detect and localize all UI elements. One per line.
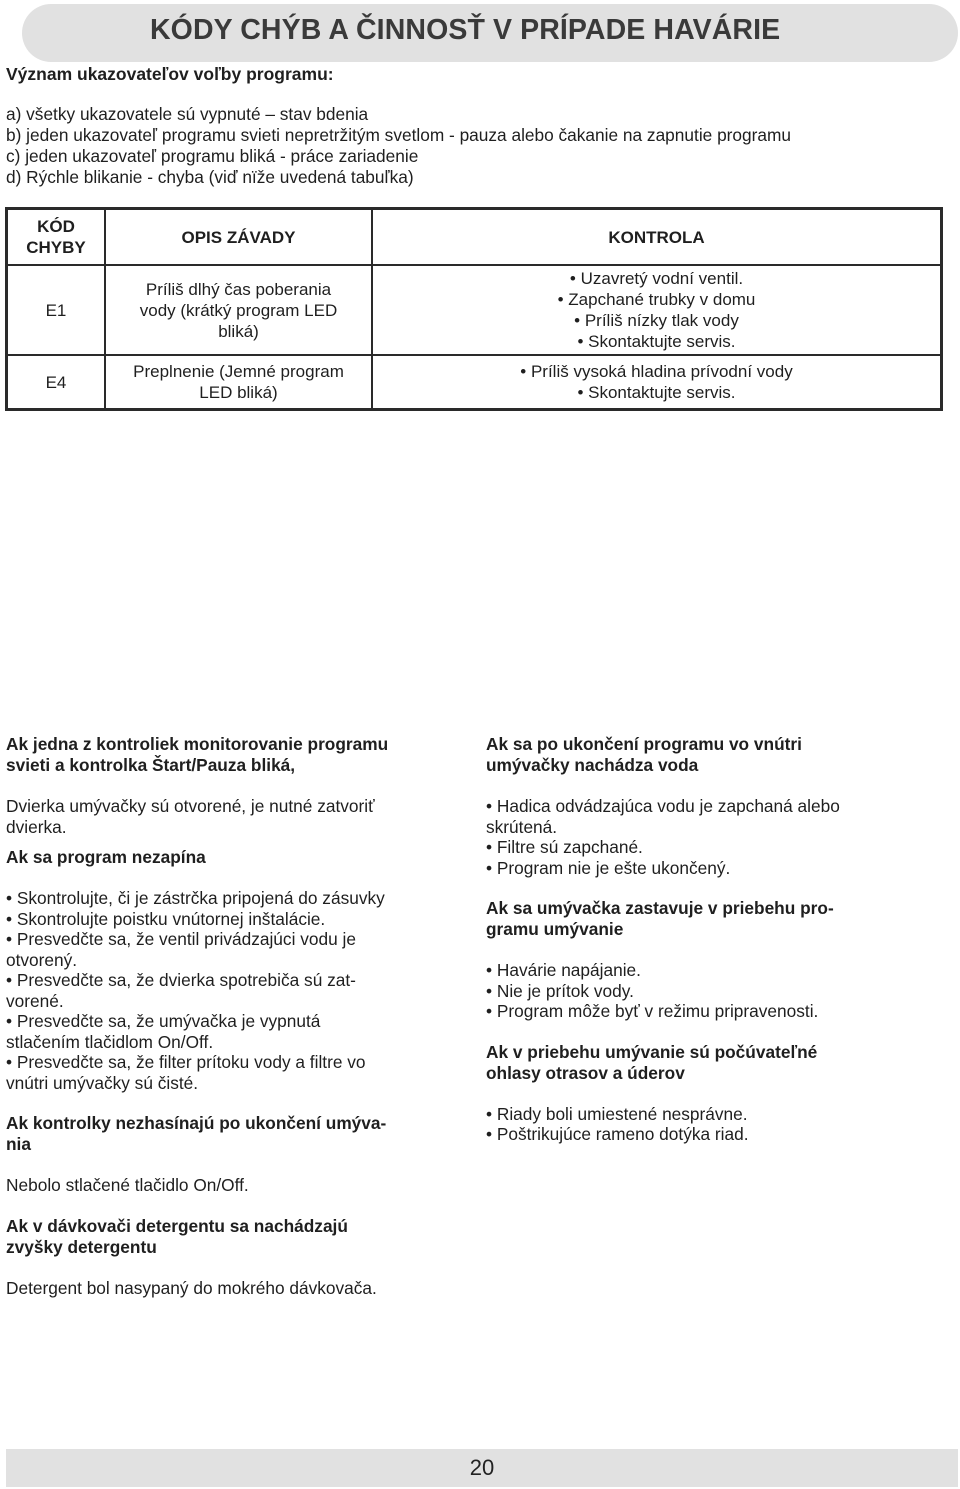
table-header-row [7,209,942,266]
list-item: • Poštrikujúce rameno dotýka riad. [486,1124,749,1144]
intro-line: a) všetky ukazovatele sú vypnuté – stav bdenia [6,104,369,124]
error-code-table [5,207,943,411]
error-check [372,355,942,410]
check-line: • Príliš nízky tlak vody [574,311,739,330]
heading-line: ohlasy otrasov a úderov [486,1062,685,1083]
check-line: • Uzavretý vodní ventil. [569,269,744,288]
right-column [486,734,926,1145]
spacer [6,1093,466,1113]
check-line: • Skontaktujte servis. [577,332,736,351]
intro-line: b) jeden ukazovateľ programu svieti nepretržitým svetlom - pauza alebo čakanie na zapnutie programu [6,125,792,145]
heading-line: Ak sa umývačka zastavuje v priebehu pro- [486,898,834,918]
desc-line: vody (krátký program LED [139,300,338,320]
section-text: Detergent bol nasypaný do mokrého dávkovača. [6,1277,377,1298]
heading-line: Ak v priebehu umývanie sú počúvateľné [486,1041,818,1062]
error-description [105,355,372,410]
section-heading [6,1113,466,1155]
table-row [7,265,942,355]
error-check [372,265,942,355]
intro-line: d) Rýchle blikanie - chyba (viď nïže uvedená tabuľka) [6,167,414,187]
intro-title: Význam ukazovateľov voľby programu: [6,64,334,84]
spacer [6,837,466,847]
spacer [486,1084,926,1104]
list-item: • Presvedčte sa, že dvierka spotrebiča sú zat- [6,970,356,990]
heading-line: umývačky nachádza voda [486,755,699,775]
list-item: skrútená. [486,816,558,837]
section-heading [6,1216,466,1258]
spacer [486,940,926,960]
heading-line: gramu umývanie [486,919,624,939]
check-line: • Zapchané trubky v domu [557,290,756,309]
section-list [486,960,926,1022]
intro-line: c) jeden ukazovateľ programu bliká - práce zariadenie [6,146,419,166]
list-item: vorené. [6,990,64,1011]
list-item: • Presvedčte sa, že ventil privádzajúci vodu je [6,929,356,949]
section-list [486,796,926,878]
spacer [6,1155,466,1175]
heading-line: svieti a kontrolka Štart/Pauza bliká, [6,755,296,775]
spacer [486,878,926,898]
header-description: OPIS ZÁVADY [105,209,372,266]
header-code-line: CHYBY [26,238,86,257]
section-list [6,888,466,1093]
spacer [6,1258,466,1278]
heading-line: nia [6,1134,31,1154]
page-title: KÓDY CHÝB A ČINNOSŤ V PRÍPADE HAVÁRIE [150,14,781,46]
table-row [7,355,942,410]
intro-list [6,104,791,188]
header-check: KONTROLA [372,209,942,266]
spacer [6,868,466,888]
list-item: • Hadica odvádzajúca vodu je zapchaná alebo [486,796,840,816]
desc-line: bliká) [218,321,259,341]
list-item: otvorený. [6,949,78,970]
error-code: E4 [7,355,106,410]
heading-line: Ak sa po ukončení programu vo vnútri [486,734,802,754]
list-item: • Program nie je ešte ukončený. [486,857,731,878]
desc-line: Preplnenie (Jemné program [133,362,344,381]
section-heading [486,734,926,776]
header-code-line: KÓD [37,217,75,236]
check-line: • Príliš vysoká hladina prívodní vody [520,362,793,381]
heading-line: zvyšky detergentu [6,1236,157,1257]
section-heading [486,1042,926,1084]
heading-line: Ak v dávkovači detergentu sa nachádzajú [6,1215,348,1236]
spacer [6,776,466,796]
spacer [486,1022,926,1042]
text-line: dvierka. [6,816,67,837]
section-heading: Ak sa program nezapína [6,847,206,867]
heading-line: Ak jedna z kontroliek monitorovanie programu [6,734,389,754]
list-item: vnútri umývačky sú čisté. [6,1072,199,1093]
list-item: • Program môže byť v režimu pripravenosti. [486,1001,819,1021]
list-item: • Havárie napájanie. [486,960,641,980]
text-line: Dvierka umývačky sú otvorené, je nutné zatvoriť [6,796,375,816]
desc-line: LED bliká) [199,383,278,402]
list-item: • Presvedčte sa, že umývačka je vypnutá [6,1011,321,1031]
section-text [6,796,466,837]
section-heading [486,898,926,940]
section-text: Nebolo stlačené tlačidlo On/Off. [6,1175,249,1195]
list-item: • Skontrolujte poistku vnútornej inštalácie. [6,908,326,929]
page-number: 20 [6,1449,958,1487]
list-item: • Skontrolujte, či je zástrčka pripojená do zásuvky [6,888,385,908]
header-code [7,209,106,266]
list-item: stlačením tlačidlom On/Off. [6,1031,214,1052]
list-item: • Presvedčte sa, že filter prítoku vody a filtre vo [6,1052,366,1072]
section-heading [6,734,466,776]
list-item: • Nie je prítok vody. [486,980,634,1001]
heading-line: Ak kontrolky nezhasínajú po ukončení umýva- [6,1113,387,1133]
left-column [6,734,466,1298]
error-description [105,265,372,355]
desc-line: Príliš dlhý čas poberania [145,279,332,299]
list-item: • Filtre sú zapchané. [486,837,643,857]
list-item: • Riady boli umiestené nesprávne. [486,1103,748,1124]
spacer [6,1196,466,1216]
check-line: • Skontaktujte servis. [577,383,736,402]
spacer [486,776,926,796]
error-code: E1 [7,265,106,355]
section-list [486,1104,926,1145]
